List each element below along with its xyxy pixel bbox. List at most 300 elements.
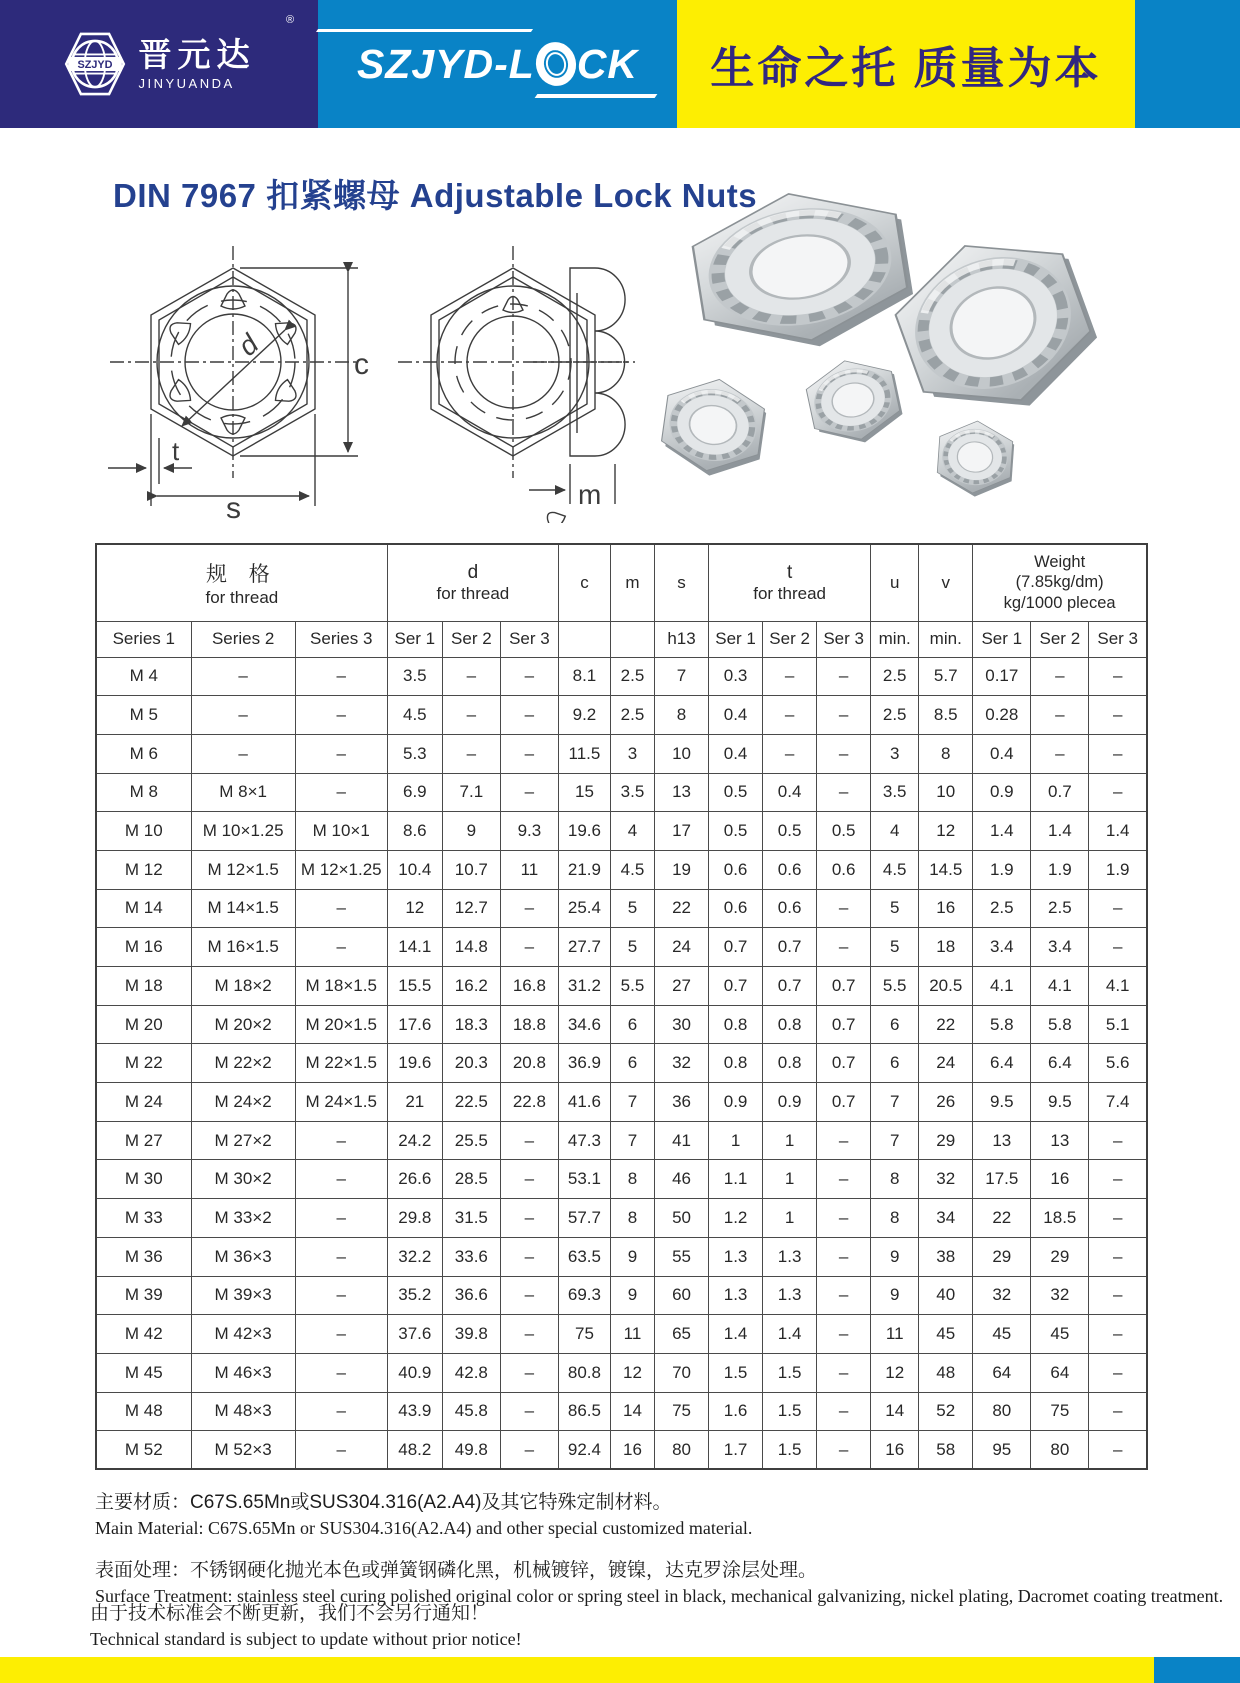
sub-header-cell: Series 2 [191,621,295,657]
table-cell: 1.9 [1031,850,1089,889]
table-cell: 21 [387,1083,442,1122]
table-cell: – [817,696,871,735]
table-cell: 1.9 [1089,850,1147,889]
table-cell: 0.7 [817,1044,871,1083]
table-cell: 7 [610,1083,654,1122]
table-cell: 1.4 [973,812,1031,851]
table-cell: 3.4 [1031,928,1089,967]
table-cell: – [442,657,500,696]
table-row [96,734,1147,773]
update-notice-en: Technical standard is subject to update without prior notice! [90,1629,522,1649]
table-cell: – [191,696,295,735]
table-cell: 26.6 [387,1160,442,1199]
lock-nut-photo-small [936,419,1016,500]
table-cell: M 4 [96,657,191,696]
table-cell: 1.4 [1089,812,1147,851]
table-cell: 32 [919,1160,973,1199]
table-cell: 0.7 [1031,773,1089,812]
table-cell: M 48×3 [191,1392,295,1431]
table-cell: M 18×1.5 [295,967,387,1006]
table-group-header-row [96,544,1147,621]
table-row [96,1237,1147,1276]
table-cell: – [191,734,295,773]
table-cell: M 42×3 [191,1315,295,1354]
table-cell: M 8 [96,773,191,812]
table-cell: 12 [919,812,973,851]
table-cell: 1 [709,1121,763,1160]
sub-header-cell: min. [871,621,919,657]
table-cell: M 24 [96,1083,191,1122]
table-cell: 25.5 [442,1121,500,1160]
table-cell: 1.5 [763,1353,817,1392]
table-cell: – [817,1392,871,1431]
table-cell: 8 [655,696,709,735]
table-cell: – [500,1276,558,1315]
table-cell: 1.3 [763,1237,817,1276]
table-cell: – [817,1276,871,1315]
table-cell: 80.8 [558,1353,610,1392]
header-logo-panel [0,0,318,128]
table-cell: 11.5 [558,734,610,773]
table-cell: – [1031,696,1089,735]
table-cell: 80 [973,1392,1031,1431]
table-cell: – [817,928,871,967]
table-cell: 45 [919,1315,973,1354]
table-cell: 0.7 [709,967,763,1006]
table-cell: 4 [610,812,654,851]
table-cell: 20.5 [919,967,973,1006]
table-row [96,696,1147,735]
table-cell: – [763,734,817,773]
table-cell: 14 [610,1392,654,1431]
table-row [96,889,1147,928]
sub-header-cell: Ser 3 [500,621,558,657]
table-cell: 25.4 [558,889,610,928]
table-cell: 18 [919,928,973,967]
table-cell: 80 [1031,1431,1089,1470]
table-cell: 36.6 [442,1276,500,1315]
table-cell: 31.5 [442,1199,500,1238]
table-cell: M 18 [96,967,191,1006]
table-cell: 69.3 [558,1276,610,1315]
table-cell: M 20 [96,1005,191,1044]
table-cell: M 46×3 [191,1353,295,1392]
surface-note-en: Surface Treatment: stainless steel curing polished original color or spring steel in black, mechanical galvanizing, nickel plating, Dacromet coating treatment. [95,1586,1224,1606]
table-cell: 45 [1031,1315,1089,1354]
table-cell: M 6 [96,734,191,773]
table-cell: M 22 [96,1044,191,1083]
table-cell: 26 [919,1083,973,1122]
table-cell: – [1089,1121,1147,1160]
table-cell: 16 [1031,1160,1089,1199]
table-cell: 95 [973,1431,1031,1470]
table-cell: 4.5 [387,696,442,735]
table-cell: 57.7 [558,1199,610,1238]
table-cell: M 39 [96,1276,191,1315]
table-cell: – [295,773,387,812]
hexagon-globe-logo-icon [63,28,127,100]
spec-table-container [95,543,1148,1470]
sub-header-cell: Series 1 [96,621,191,657]
table-cell: 15 [558,773,610,812]
table-cell: 0.6 [817,850,871,889]
sub-header-cell [610,621,654,657]
table-cell: 1.5 [763,1431,817,1470]
header-c: c [558,544,610,621]
table-cell: 39.8 [442,1315,500,1354]
table-cell: M 22×1.5 [295,1044,387,1083]
header-m: m [610,544,654,621]
table-cell: 5.7 [919,657,973,696]
table-cell: 9.2 [558,696,610,735]
table-cell: 18.5 [1031,1199,1089,1238]
table-cell: 0.6 [763,850,817,889]
table-cell: 10 [919,773,973,812]
table-cell: 24 [655,928,709,967]
table-cell: 80 [655,1431,709,1470]
table-cell: – [295,1353,387,1392]
table-cell: M 30×2 [191,1160,295,1199]
table-cell: 24 [919,1044,973,1083]
table-cell: 6.4 [1031,1044,1089,1083]
dimension-drawing [100,238,640,523]
product-photos [635,175,1165,515]
table-row [96,1276,1147,1315]
table-cell: – [500,889,558,928]
table-cell: M 52×3 [191,1431,295,1470]
table-cell: – [1031,734,1089,773]
table-cell: – [191,657,295,696]
table-cell: – [295,1315,387,1354]
table-cell: 1.6 [709,1392,763,1431]
table-cell: 36 [655,1083,709,1122]
table-cell: M 14 [96,889,191,928]
table-cell: 16.2 [442,967,500,1006]
table-cell: 7 [871,1121,919,1160]
table-cell: 12.7 [442,889,500,928]
table-cell: 16 [871,1431,919,1470]
table-cell: – [817,1315,871,1354]
table-cell: 6 [610,1005,654,1044]
table-cell: 11 [871,1315,919,1354]
table-cell: 70 [655,1353,709,1392]
table-cell: – [817,734,871,773]
table-cell: 9 [610,1276,654,1315]
brand-text-right: CK [576,40,639,87]
table-cell: – [1089,1392,1147,1431]
header-v: v [919,544,973,621]
table-cell: 5.6 [1089,1044,1147,1083]
table-cell: – [500,657,558,696]
table-cell: 15.5 [387,967,442,1006]
company-name-cn: 晋元达 [138,36,256,74]
table-cell: M 45 [96,1353,191,1392]
header-brand-panel [318,0,677,128]
table-cell: 0.5 [817,812,871,851]
sub-header-cell: Ser 3 [817,621,871,657]
table-cell: 9.3 [500,812,558,851]
table-cell: 8 [610,1160,654,1199]
table-cell: 5 [871,889,919,928]
table-cell: M 36 [96,1237,191,1276]
table-cell: 22.5 [442,1083,500,1122]
table-cell: 5 [610,928,654,967]
surface-note-cn: 表面处理：不锈钢硬化抛光本色或弹簧钢磷化黑，机械镀锌，镀镍，达克罗涂层处理。 [95,1560,818,1581]
swoosh-line-icon [535,94,658,98]
table-cell: M 16×1.5 [191,928,295,967]
table-cell: – [295,1121,387,1160]
table-cell: 32 [1031,1276,1089,1315]
table-cell: 6.9 [387,773,442,812]
table-row [96,1044,1147,1083]
sub-header-cell: Ser 2 [442,621,500,657]
table-cell: 63.5 [558,1237,610,1276]
table-cell: 48 [919,1353,973,1392]
table-cell: 2.5 [610,657,654,696]
table-cell: – [1031,657,1089,696]
table-cell: – [500,1392,558,1431]
table-cell: 37.6 [387,1315,442,1354]
table-cell: 29 [973,1237,1031,1276]
table-row [96,812,1147,851]
table-cell: M 33×2 [191,1199,295,1238]
sub-header-cell: Ser 1 [387,621,442,657]
table-cell: 0.7 [817,967,871,1006]
table-cell: 0.4 [709,734,763,773]
table-cell: M 16 [96,928,191,967]
sub-header-cell [558,621,610,657]
table-cell: – [817,1353,871,1392]
spec-table [95,543,1148,1470]
table-row [96,928,1147,967]
table-cell: 1.5 [709,1353,763,1392]
table-cell: 27 [655,967,709,1006]
table-cell: 2.5 [1031,889,1089,928]
table-cell: 9.5 [1031,1083,1089,1122]
table-cell: 0.4 [973,734,1031,773]
table-cell: M 5 [96,696,191,735]
material-note-cn: 主要材质：C67S.65Mn或SUS304.316(A2.A4)及其它特殊定制材料。 [95,1492,672,1513]
lock-nuts-photo [635,175,1165,510]
table-cell: 12 [871,1353,919,1392]
table-cell: – [1089,889,1147,928]
lock-nut-photo-large [882,214,1112,438]
table-cell: M 12×1.5 [191,850,295,889]
table-cell: 64 [973,1353,1031,1392]
table-cell: 8.1 [558,657,610,696]
table-cell: – [295,1237,387,1276]
table-cell: 9 [610,1237,654,1276]
table-cell: 1.7 [709,1431,763,1470]
table-cell: – [817,657,871,696]
table-cell: 1.3 [709,1237,763,1276]
table-cell: 7.4 [1089,1083,1147,1122]
table-cell: M 18×2 [191,967,295,1006]
table-cell: 33.6 [442,1237,500,1276]
table-cell: – [817,1237,871,1276]
table-cell: 3.4 [973,928,1031,967]
table-cell: – [442,696,500,735]
table-cell: 7.1 [442,773,500,812]
table-cell: 58 [919,1431,973,1470]
header-t: t for thread [709,544,871,621]
table-cell: M 48 [96,1392,191,1431]
table-cell: 0.8 [709,1005,763,1044]
table-cell: 3.5 [387,657,442,696]
technical-drawings [100,238,640,528]
logo-text [139,37,256,90]
table-cell: 17.5 [973,1160,1031,1199]
table-cell: 22 [655,889,709,928]
table-cell: M 30 [96,1160,191,1199]
table-cell: 32 [655,1044,709,1083]
table-cell: 53.1 [558,1160,610,1199]
table-cell: 0.6 [709,889,763,928]
table-cell: 5.8 [973,1005,1031,1044]
table-cell: 4.5 [871,850,919,889]
page-title: DIN 7967 扣紧螺母 Adjustable Lock Nuts [113,177,758,214]
table-cell: 8 [610,1199,654,1238]
table-cell: – [1089,773,1147,812]
table-row [96,967,1147,1006]
table-cell: – [500,928,558,967]
table-cell: 5 [610,889,654,928]
table-cell: 0.4 [709,696,763,735]
table-cell: – [1089,1237,1147,1276]
table-cell: 1.2 [709,1199,763,1238]
sub-header-cell: Series 3 [295,621,387,657]
table-cell: 32 [973,1276,1031,1315]
table-cell: 41.6 [558,1083,610,1122]
table-cell: 29.8 [387,1199,442,1238]
company-name-en: JINYUANDA [138,75,235,91]
sub-header-cell: Ser 1 [709,621,763,657]
table-cell: 49.8 [442,1431,500,1470]
table-row [96,1199,1147,1238]
table-cell: 4 [871,812,919,851]
material-note-en: Main Material: C67S.65Mn or SUS304.316(A2.A4) and other special customized material. [95,1518,753,1538]
table-row [96,773,1147,812]
table-cell: 0.5 [763,812,817,851]
dimension-c-label: c [354,348,369,381]
table-cell: 10 [655,734,709,773]
sub-header-cell: Ser 1 [973,621,1031,657]
table-cell: 6 [610,1044,654,1083]
table-cell: 40 [919,1276,973,1315]
table-cell: 4.5 [610,850,654,889]
table-cell: – [500,1237,558,1276]
table-cell: 43.9 [387,1392,442,1431]
table-cell: – [817,773,871,812]
table-cell: – [295,889,387,928]
table-cell: 0.17 [973,657,1031,696]
table-cell: M 33 [96,1199,191,1238]
table-row [96,1160,1147,1199]
table-cell: 34.6 [558,1005,610,1044]
table-cell: 7 [610,1121,654,1160]
table-cell: 5.8 [1031,1005,1089,1044]
table-cell: M 22×2 [191,1044,295,1083]
table-cell: – [295,1199,387,1238]
table-cell: 24.2 [387,1121,442,1160]
table-cell: 0.7 [763,967,817,1006]
table-cell: – [1089,1199,1147,1238]
table-cell: 18.3 [442,1005,500,1044]
table-cell: 47.3 [558,1121,610,1160]
table-cell: 11 [500,850,558,889]
table-cell: 16 [610,1431,654,1470]
logo-mark-text: SZJYD [76,58,113,71]
dimension-s-label: s [226,492,241,523]
table-cell: 0.8 [763,1044,817,1083]
table-cell: 5.5 [610,967,654,1006]
header-s: s [655,544,709,621]
dimension-d-label: d [231,328,265,362]
table-cell: 18.8 [500,1005,558,1044]
header-d: d for thread [387,544,558,621]
table-cell: 31.2 [558,967,610,1006]
table-cell: – [500,1160,558,1199]
table-cell: 5.5 [871,967,919,1006]
table-cell: – [1089,1315,1147,1354]
table-cell: 3.5 [871,773,919,812]
company-slogan: 生命之托 质量为本 [710,44,1102,93]
table-cell: M 39×3 [191,1276,295,1315]
table-cell: 28.5 [442,1160,500,1199]
table-row [96,1315,1147,1354]
table-cell: 2.5 [871,696,919,735]
table-row [96,1431,1147,1470]
table-cell: 35.2 [387,1276,442,1315]
table-cell: – [763,696,817,735]
table-cell: 9 [871,1276,919,1315]
table-cell: 0.5 [709,773,763,812]
brand-logo [357,41,638,88]
table-cell: 36.9 [558,1044,610,1083]
table-cell: M 10 [96,812,191,851]
table-cell: 0.9 [709,1083,763,1122]
table-cell: 92.4 [558,1431,610,1470]
table-cell: 5.3 [387,734,442,773]
table-cell: – [500,734,558,773]
table-cell: 21.9 [558,850,610,889]
table-cell: 1 [763,1160,817,1199]
table-cell: M 24×1.5 [295,1083,387,1122]
table-cell: – [295,657,387,696]
table-cell: 5 [871,928,919,967]
table-cell: 10.7 [442,850,500,889]
table-cell: – [500,1315,558,1354]
table-cell: M 24×2 [191,1083,295,1122]
header-weight: Weight (7.85kg/dm) kg/1000 plecea [973,544,1147,621]
table-cell: M 10×1 [295,812,387,851]
table-cell: 1.9 [973,850,1031,889]
table-cell: 0.9 [763,1083,817,1122]
table-cell: 3 [610,734,654,773]
table-cell: 13 [973,1121,1031,1160]
table-cell: M 10×1.25 [191,812,295,851]
table-row [96,850,1147,889]
table-cell: M 36×3 [191,1237,295,1276]
table-cell: 20.3 [442,1044,500,1083]
table-cell: 19.6 [387,1044,442,1083]
table-cell: M 27×2 [191,1121,295,1160]
table-cell: 0.3 [709,657,763,696]
table-cell: 1.3 [709,1276,763,1315]
table-cell: 19 [655,850,709,889]
table-cell: 8.5 [919,696,973,735]
table-cell: 34 [919,1199,973,1238]
